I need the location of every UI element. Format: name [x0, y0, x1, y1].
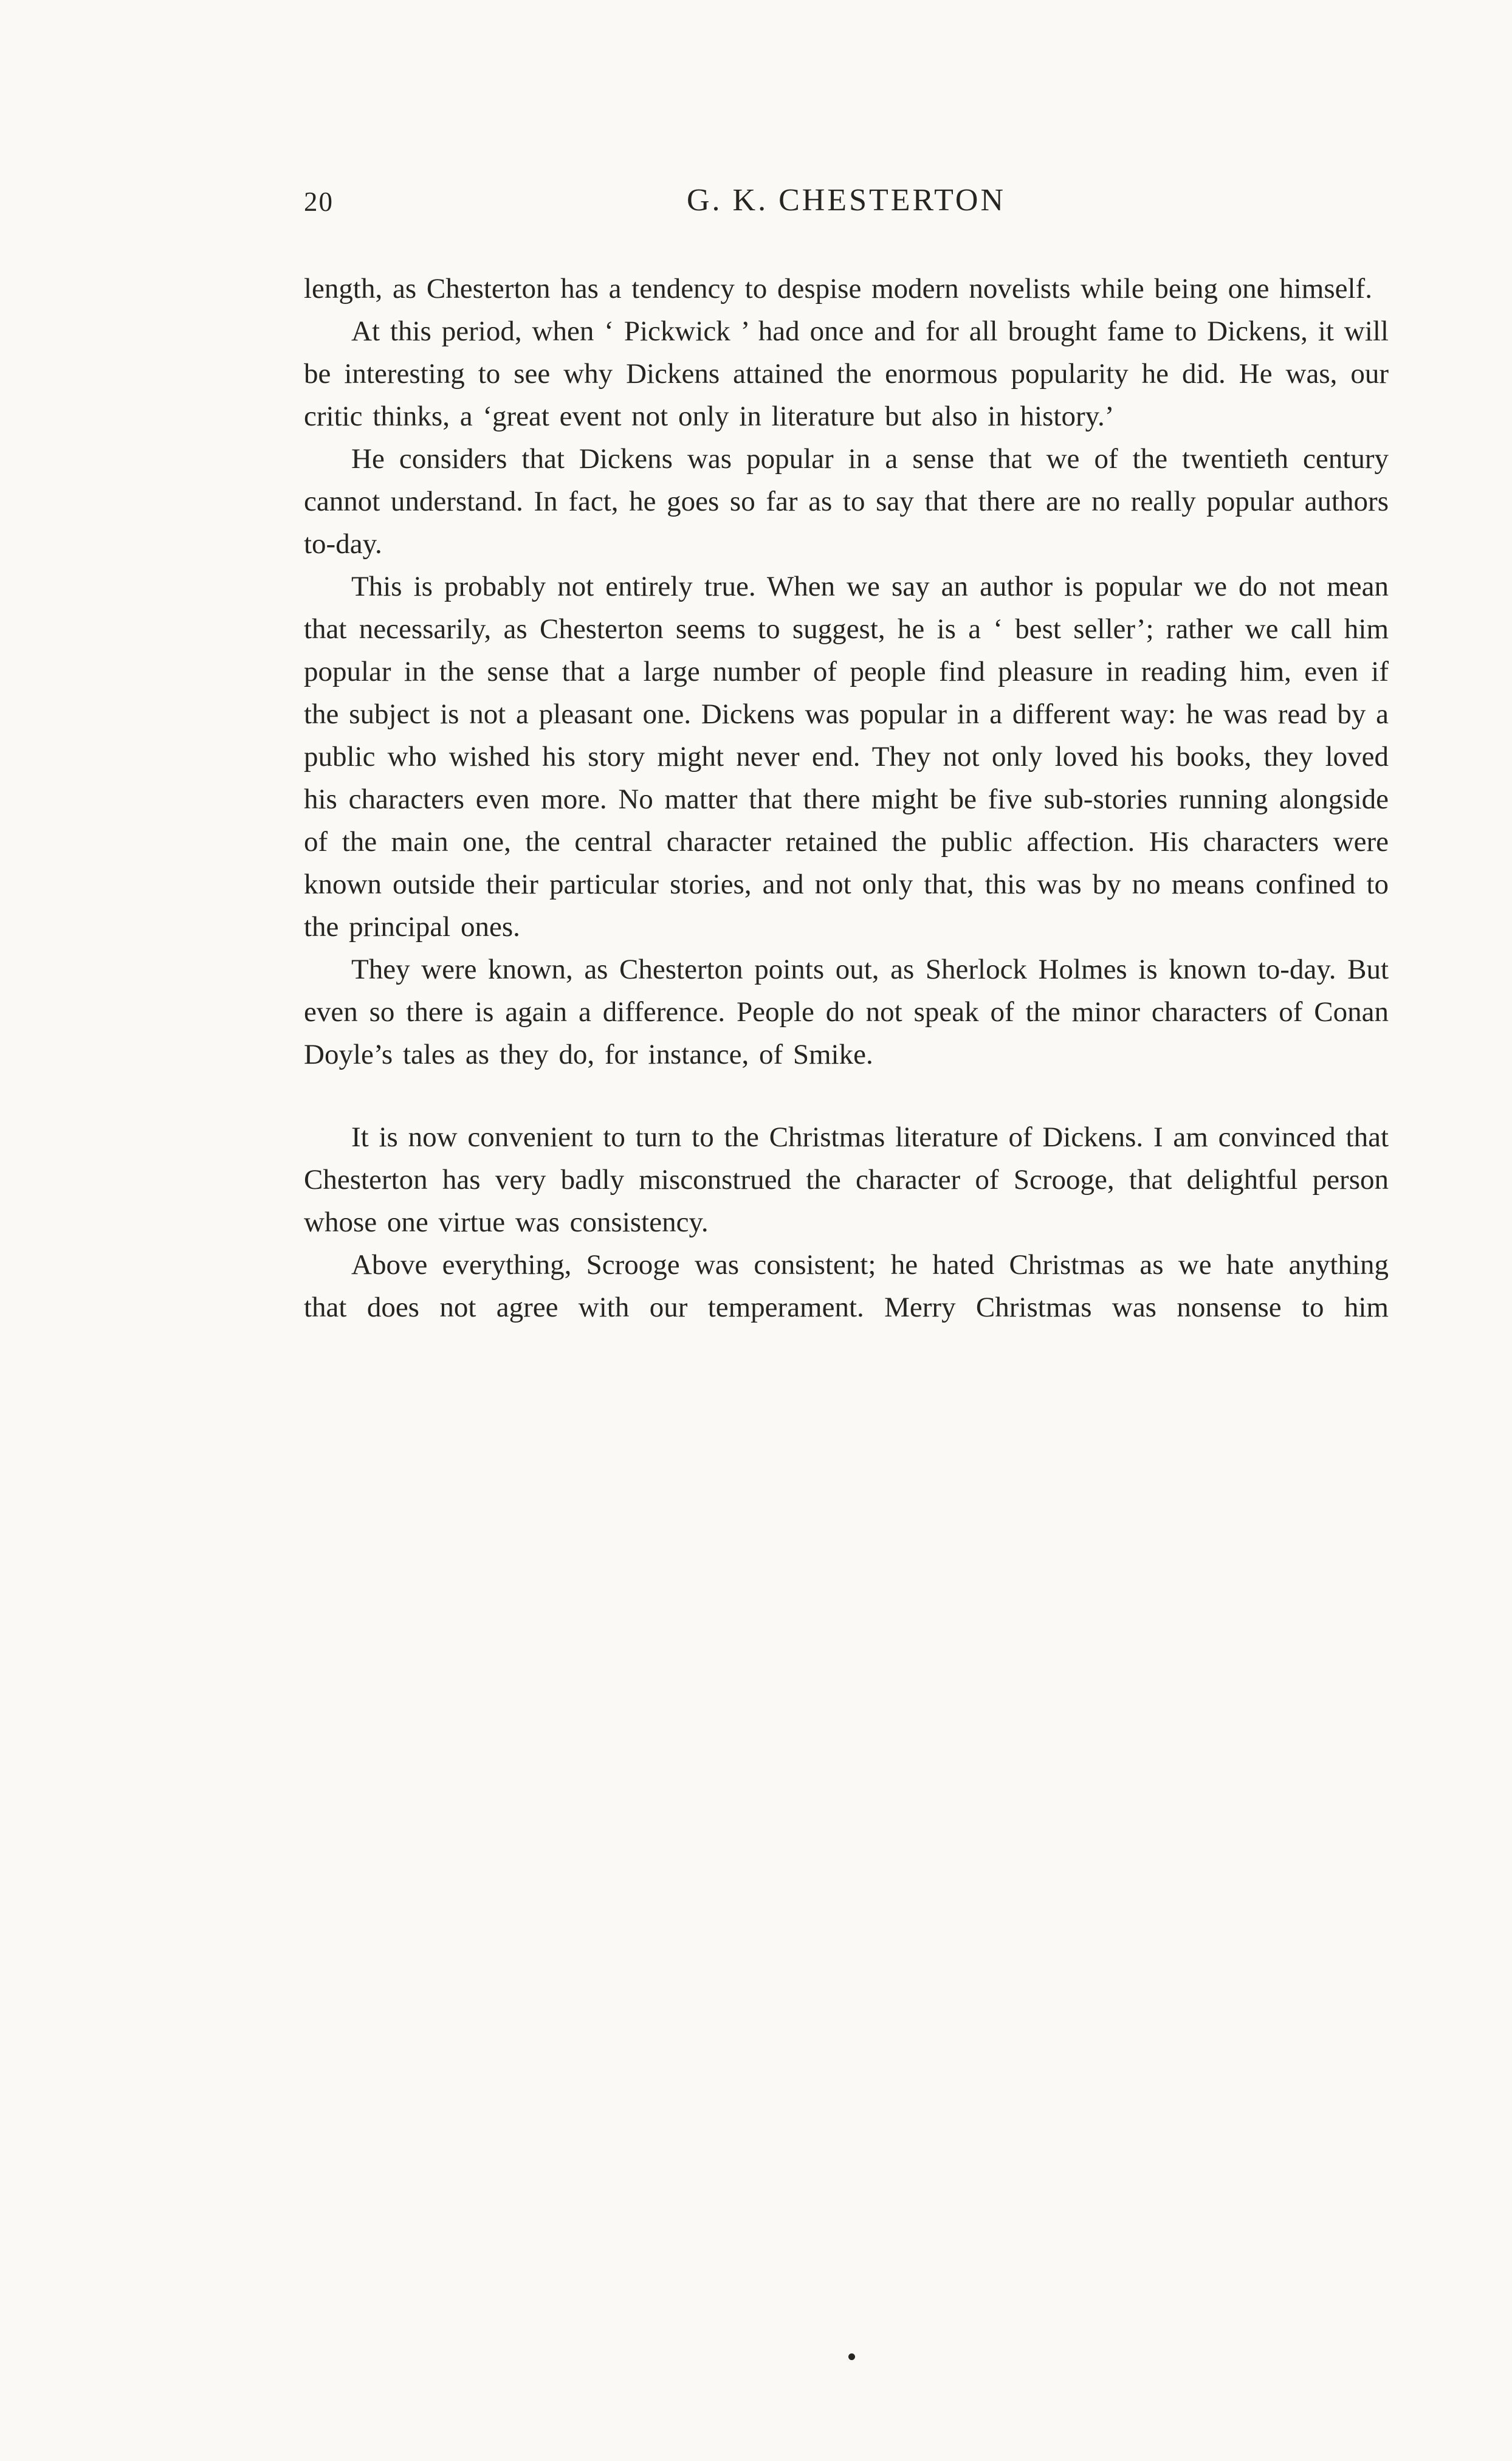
paragraph: Above everything, Scrooge was consistent; he hated Christmas as we hate anything that does not agree with our temperament. Merry Christmas was nonsense to him [304, 1249, 1389, 1323]
paragraph: It is now convenient to turn to the Christmas literature of Dickens. I am convinced that Chesterton has very badly misconstrued the character of Scrooge, that delightful person whose one virtue was consistency. [304, 1121, 1389, 1238]
page-number: 20 [304, 187, 334, 217]
running-title: G. K. CHESTERTON [686, 183, 1006, 218]
paragraph: They were known, as Chesterton points out, as Sherlock Holmes is known to-day. But even so there is again a difference. People do not speak of the minor characters of Conan Doyle’s tales as they do, for instance, of Smike. [304, 954, 1389, 1070]
page-header [304, 182, 1389, 226]
paragraph: length, as Chesterton has a tendency to despise modern novelists while being one himself. [304, 273, 1372, 305]
paragraph: At this period, when ‘ Pickwick ’ had once and for all brought fame to Dickens, it will be interesting to see why Dickens attained the enormous popularity he did. He was, our critic thinks, a ‘great event not only in literature but also in history.’ [304, 315, 1389, 432]
paragraph: This is probably not entirely true. When we say an author is popular we do not mean that necessarily, as Chesterton seems to suggest, he is a ‘ best seller’; rather we call him popular in the sense that a large number of people find pleasure in reading him, even if the subject is not a pleasant one. Dickens was popular in a different way: he was read by a public who wished his story might never end. They not only loved his books, they loved his characters even more. No matter that there might be five sub-stories running alongside of the main one, the central character retained the public affection. His characters were known outside their particular stories, and not only that, this was by no means confined to the principal ones. [304, 571, 1389, 943]
paragraph: He considers that Dickens was popular in a sense that we of the twentieth century cannot understand. In fact, he goes so far as to say that there are no really popular authors to-day. [304, 443, 1389, 560]
printers-mark-dot [848, 2353, 855, 2360]
body-text [304, 267, 1389, 1329]
